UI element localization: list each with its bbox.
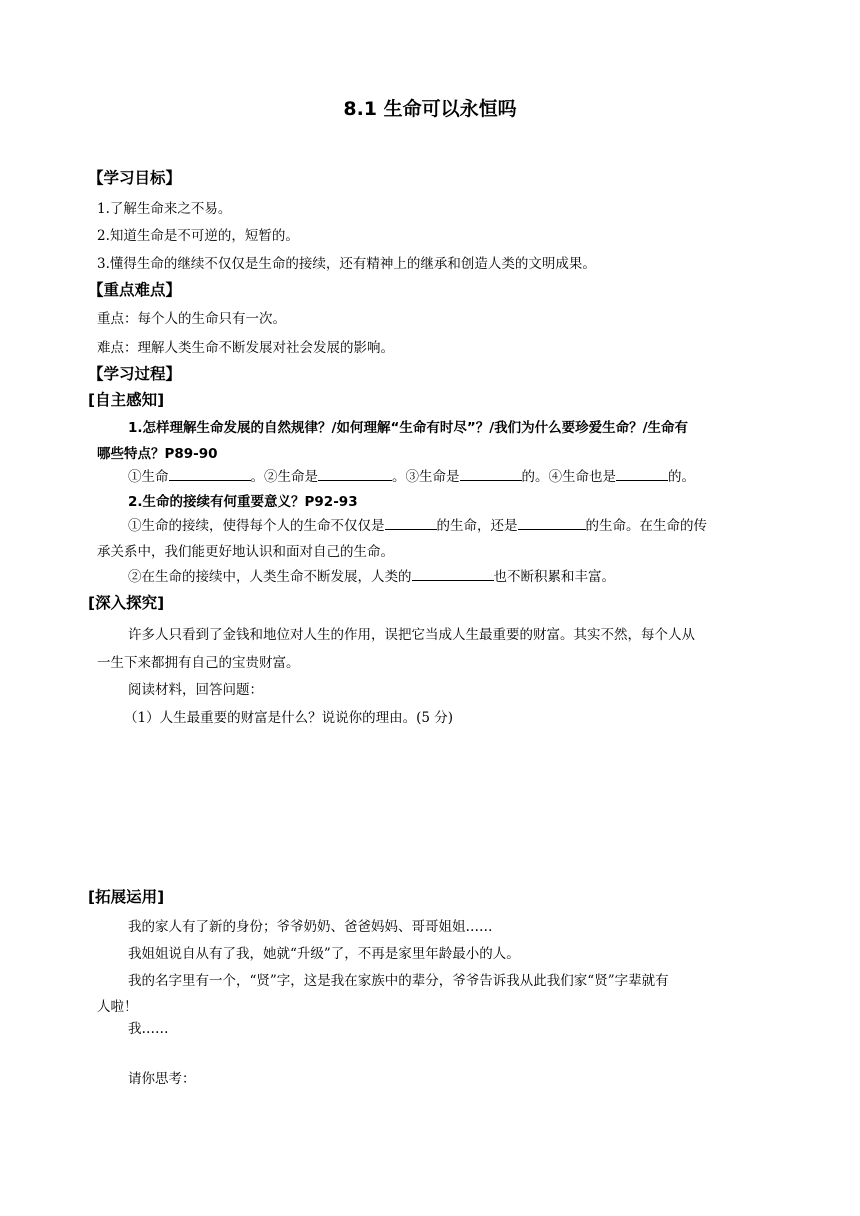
answer-blank[interactable] (318, 466, 392, 481)
key-heading: 【重点难点】 (88, 281, 182, 299)
deep-heading: [深入探究] (88, 594, 165, 612)
self-question-2: 2.生命的接续有何重要意义？P92-93 (128, 494, 358, 510)
fill-line-1: ①生命 。②生命是 。③生命是 的。④生命也是 的。 (128, 465, 695, 485)
extend-line-cont: 人啦！ (97, 999, 138, 1015)
answer-blank[interactable] (169, 466, 251, 481)
goal-item: 2.知道生命是不可逆的，短暂的。 (97, 228, 299, 244)
answer-blank[interactable] (412, 566, 494, 581)
self-question-1: 1.怎样理解生命发展的自然规律？/如何理解“生命有时尽”？/我们为什么要珍爱生命？/生命有 (128, 420, 689, 436)
deep-question: （1）人生最重要的财富是什么？说说你的理由。(5 分) (124, 710, 454, 726)
deep-instruction: 阅读材料，回答问题： (128, 682, 263, 698)
extend-line: 我的名字里有一个，“贤”字，这是我在家族中的辈分，爷爷告诉我从此我们家“贤”字辈就有 (128, 973, 669, 989)
answer-blank[interactable] (385, 515, 437, 530)
process-heading: 【学习过程】 (88, 365, 182, 383)
extend-line: 我的家人有了新的身份；爷爷奶奶、爸爸妈妈、哥哥姐姐…… (128, 919, 493, 935)
answer-blank[interactable] (460, 466, 522, 481)
answer-blank[interactable] (518, 515, 586, 530)
extend-line: 我…… (128, 1021, 169, 1037)
extend-heading: [拓展运用] (88, 888, 165, 906)
extend-line: 我姐姐说自从有了我，她就“升级”了，不再是家里年龄最小的人。 (128, 946, 520, 962)
extend-prompt: 请你思考： (128, 1071, 196, 1087)
fill-line-2-cont: 承关系中，我们能更好地认识和面对自己的生命。 (97, 544, 394, 560)
deep-paragraph: 许多人只看到了金钱和地位对人生的作用，误把它当成人生最重要的财富。其实不然，每个人从 (128, 627, 695, 643)
goal-item: 1.了解生命来之不易。 (97, 201, 232, 217)
self-question-1-cont: 哪些特点？P89-90 (97, 446, 218, 462)
self-heading: [自主感知] (88, 391, 165, 409)
page-title: 8.1 生命可以永恒吗 (343, 98, 517, 120)
key-focus: 重点：每个人的生命只有一次。 (97, 311, 286, 327)
goals-heading: 【学习目标】 (88, 169, 182, 187)
answer-blank[interactable] (616, 466, 668, 481)
deep-paragraph-cont: 一生下来都拥有自己的宝贵财富。 (97, 655, 300, 671)
key-difficulty: 难点：理解人类生命不断发展对社会发展的影响。 (97, 340, 394, 356)
fill-line-3: ②在生命的接续中，人类生命不断发展，人类的 也不断积累和丰富。 (128, 565, 615, 585)
fill-line-2: ①生命的接续，使得每个人的生命不仅仅是 的生命，还是 的生命。在生命的传 (128, 514, 707, 534)
goal-item: 3.懂得生命的继续不仅仅是生命的接续，还有精神上的继承和创造人类的文明成果。 (97, 256, 596, 272)
